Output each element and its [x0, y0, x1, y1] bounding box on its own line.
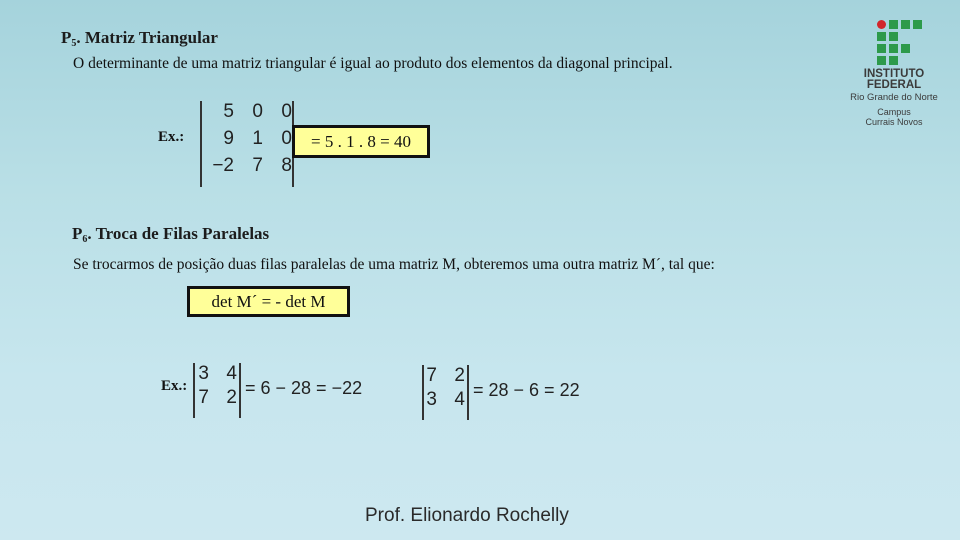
matrix-cell: 7 [426, 365, 437, 386]
p5-heading-subscript: 5 [71, 38, 77, 49]
p6-formula-text: det M´ = - det M [211, 291, 326, 311]
p6-matrix-a-right-bar [239, 363, 241, 418]
p5-heading-text: . Matriz Triangular [76, 28, 218, 47]
p6-heading [72, 224, 269, 245]
logo-line-5: Currais Novos [865, 117, 923, 127]
matrix-cell: 3 [426, 389, 437, 410]
matrix-cell: 4 [454, 389, 465, 410]
p6-description: Se trocarmos de posição duas filas paralelas de uma matriz M, obteremos uma outra matriz M´, tal que: [73, 256, 715, 273]
p6-heading-subscript: 6 [82, 234, 88, 245]
p6-heading-prefix: P [72, 224, 83, 243]
matrix-cell: 0 [281, 128, 292, 149]
p5-heading [61, 28, 218, 49]
matrix-cell: 5 [223, 101, 234, 122]
logo-line-2: FEDERAL [866, 79, 922, 91]
p5-description: O determinante de uma matriz triangular é igual ao produto dos elementos da diagonal principal. [73, 55, 673, 72]
p6-matrix-a [194, 363, 237, 409]
logo-mark-icon [877, 20, 913, 66]
p5-matrix-left-bar [200, 101, 202, 187]
p5-example-label: Ex.: [158, 129, 185, 145]
matrix-cell: 7 [198, 387, 209, 408]
logo-line-4: Campus [877, 107, 911, 117]
matrix-cell: 8 [281, 155, 292, 176]
logo-line-1: INSTITUTO [863, 68, 925, 80]
p6-equation-b: = 28 − 6 = 22 [473, 380, 580, 400]
matrix-cell: 0 [281, 101, 292, 122]
matrix-cell: 9 [223, 128, 234, 149]
logo-line-3: Rio Grande do Norte [850, 92, 938, 103]
p6-matrix-b-right-bar [467, 365, 469, 420]
matrix-cell: 2 [226, 387, 237, 408]
p6-equation-a: = 6 − 28 = −22 [245, 378, 363, 398]
matrix-cell: 4 [226, 363, 237, 384]
matrix-cell: 2 [454, 365, 465, 386]
p6-matrix-b [423, 365, 465, 411]
p5-matrix [204, 101, 292, 177]
matrix-cell: 0 [252, 101, 263, 122]
p5-result-box [292, 125, 430, 158]
p6-formula-box [187, 286, 350, 317]
author-footer: Prof. Elionardo Rochelly [365, 505, 569, 526]
matrix-cell: 1 [252, 128, 263, 149]
p6-heading-text: . Troca de Filas Paralelas [87, 224, 270, 243]
matrix-cell: 3 [198, 363, 209, 384]
institute-logo [846, 20, 942, 130]
p6-example-label: Ex.: [161, 378, 188, 394]
p5-heading-prefix: P [61, 28, 72, 47]
matrix-cell: 7 [252, 155, 263, 176]
matrix-cell: −2 [212, 155, 234, 176]
p5-result-text: = 5 . 1 . 8 = 40 [311, 131, 411, 151]
